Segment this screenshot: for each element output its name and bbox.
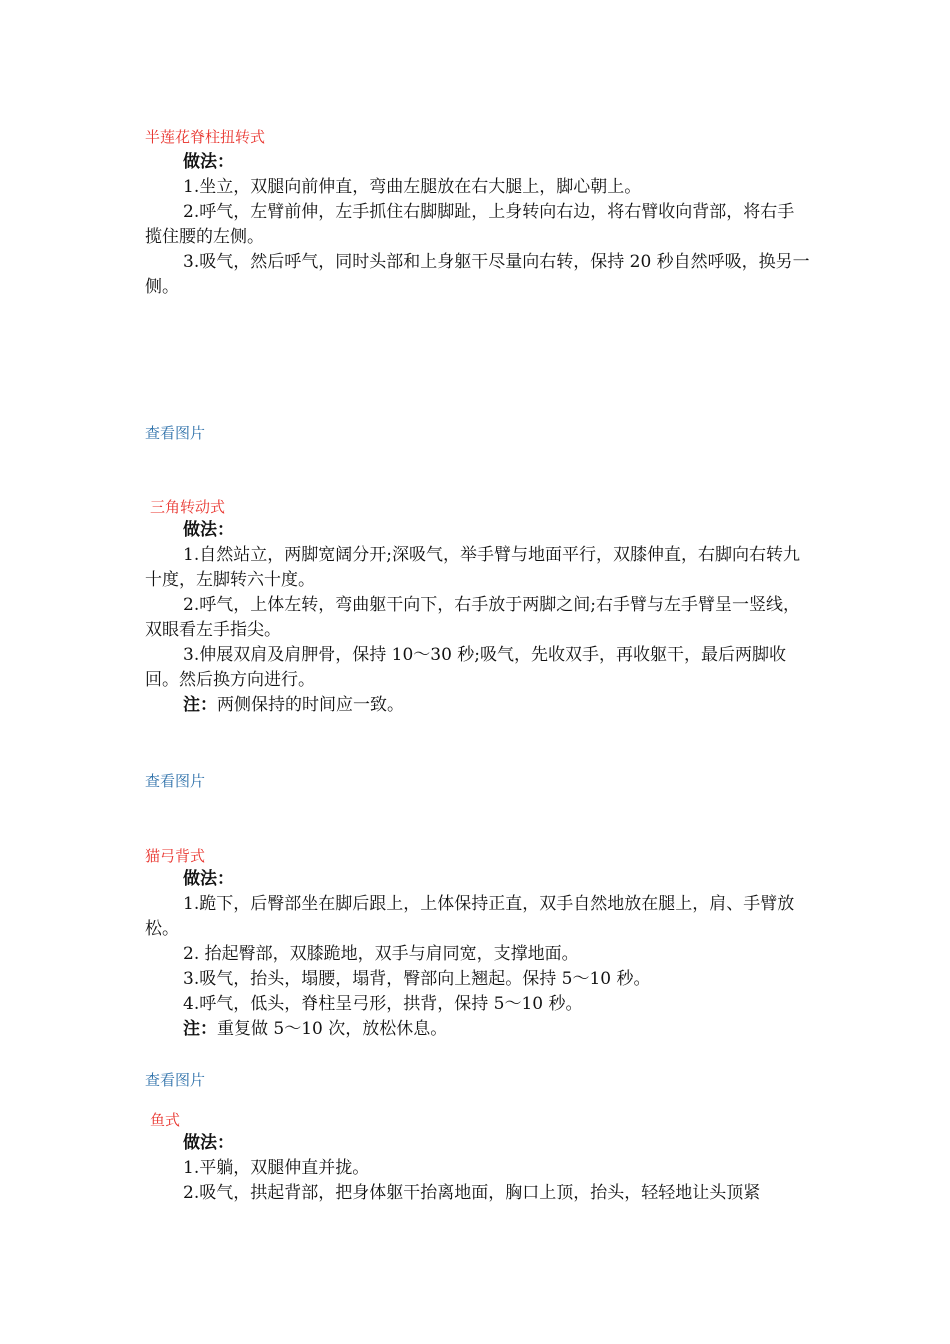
- step-text: 2.呼气，左臂前伸，左手抓住右脚脚趾，上身转向右边，将右臂收向背部，将右手揽住腰的左侧。: [145, 202, 795, 247]
- section-body: [145, 518, 810, 718]
- note-text: 注：重复做 5～10 次，放松休息。: [183, 1019, 448, 1039]
- step-text: 3.吸气，然后呼气，同时头部和上身躯干尽量向右转，保持 20 秒自然呼吸，换另一侧。: [145, 252, 810, 297]
- view-image-link[interactable]: 查看图片: [145, 772, 206, 790]
- note-text: 注：两侧保持的时间应一致。: [183, 695, 404, 715]
- section-title: 猫弓背式: [145, 847, 206, 865]
- method-label: 做法：: [183, 869, 234, 889]
- section-title: 半莲花脊柱扭转式: [145, 128, 266, 146]
- section-body: [145, 150, 810, 300]
- step-text: 3.伸展双肩及肩胛骨，保持 10～30 秒;吸气，先收双手，再收躯干，最后两脚收回。然后换方向进行。: [145, 645, 787, 690]
- view-image-link[interactable]: 查看图片: [145, 424, 206, 442]
- step-text: 2.吸气，拱起背部，把身体躯干抬离地面，胸口上顶，抬头，轻轻地让头顶紧: [183, 1183, 761, 1203]
- view-image-link[interactable]: 查看图片: [145, 1071, 206, 1089]
- section-title: 鱼式: [150, 1111, 181, 1129]
- section-body: [145, 867, 810, 1042]
- method-label: 做法：: [183, 520, 234, 540]
- step-text: 1.自然站立，两脚宽阔分开;深吸气，举手臂与地面平行，双膝伸直，右脚向右转九十度，左脚转六十度。: [145, 545, 800, 590]
- step-text: 2. 抬起臀部，双膝跪地，双手与肩同宽，支撑地面。: [183, 944, 579, 964]
- step-text: 2.呼气，上体左转，弯曲躯干向下，右手放于两脚之间;右手臂与左手臂呈一竖线，双眼看左手指尖。: [145, 595, 800, 640]
- section-body: [145, 1131, 810, 1206]
- step-text: 1.平躺，双腿伸直并拢。: [183, 1158, 370, 1178]
- step-text: 4.呼气，低头，脊柱呈弓形，拱背，保持 5～10 秒。: [183, 994, 583, 1014]
- step-text: 1.跪下，后臀部坐在脚后跟上，上体保持正直，双手自然地放在腿上，肩、手臂放松。: [145, 894, 795, 939]
- step-text: 1.坐立，双腿向前伸直，弯曲左腿放在右大腿上，脚心朝上。: [183, 177, 642, 197]
- section-title: 三角转动式: [150, 498, 226, 516]
- method-label: 做法：: [183, 1133, 234, 1153]
- method-label: 做法：: [183, 152, 234, 172]
- step-text: 3.吸气，抬头，塌腰，塌背，臀部向上翘起。保持 5～10 秒。: [183, 969, 651, 989]
